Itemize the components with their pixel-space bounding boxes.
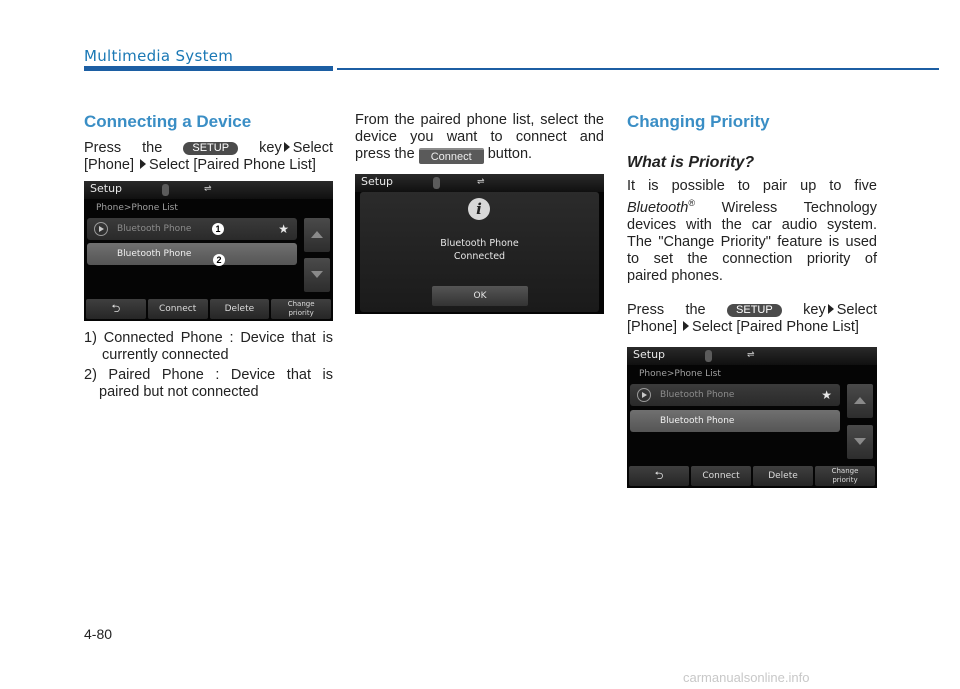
list-item-1-line-1: 1) Connected Phone : Device that is: [84, 330, 333, 346]
button-text: button.: [487, 146, 533, 162]
delete-button[interactable]: Delete: [753, 466, 813, 486]
select-paired-text: Select [Paired Phone List]: [149, 157, 316, 173]
change-priority-button[interactable]: [815, 466, 875, 486]
back-icon: ⮌: [111, 302, 121, 315]
list-item-2-line-1: 2) Paired Phone : Device that is: [84, 367, 333, 383]
chevron-down-icon: [854, 438, 866, 445]
bluetooth-brand: Bluetooth: [627, 199, 689, 216]
dialog-status: Connected: [453, 251, 506, 262]
list-item-connected[interactable]: [630, 384, 840, 406]
back-button[interactable]: [629, 466, 689, 486]
scroll-down-button[interactable]: [304, 258, 330, 292]
info-icon: i: [468, 198, 490, 220]
chevron-up-icon: [854, 397, 866, 404]
column-connecting: [84, 112, 333, 174]
press-text: Press the: [84, 140, 163, 156]
paragraph-line-1: From the paired phone list, select the: [355, 112, 604, 128]
usb-icon: ⇌: [477, 177, 485, 187]
triangle-right-icon: [284, 142, 290, 152]
priority-label: priority: [832, 476, 858, 484]
connect-button[interactable]: Connect: [691, 466, 751, 486]
list-item-connected[interactable]: [87, 218, 297, 240]
setup-key-badge: SETUP: [727, 304, 782, 317]
page-number: 4-80: [84, 626, 113, 642]
screen-top-bar: [627, 347, 877, 365]
list-item-label: Bluetooth Phone: [117, 224, 192, 234]
instruction-paragraph: [84, 140, 333, 174]
change-priority-button[interactable]: [271, 299, 331, 319]
paragraph-line-2: device you want to connect and: [355, 129, 604, 145]
paragraph-line-2: [627, 195, 877, 217]
list-item-paired[interactable]: [630, 410, 840, 432]
screen-top-bar: [84, 181, 333, 199]
list-item-paired[interactable]: [87, 243, 297, 265]
numbered-list: [84, 330, 333, 401]
screen-connected-dialog: [355, 174, 604, 314]
priority-paragraph: [627, 178, 877, 285]
list-item-label: Bluetooth Phone: [660, 390, 735, 400]
bluetooth-icon: [433, 177, 440, 189]
ok-button[interactable]: OK: [432, 286, 528, 306]
screen-top-bar: [355, 174, 604, 192]
change-label: Change: [831, 467, 859, 475]
usb-icon: ⇌: [204, 184, 212, 194]
back-icon: ⮌: [654, 469, 664, 482]
screen-phone-list: [84, 181, 333, 321]
watermark: carmanualsonline.info: [683, 670, 810, 685]
press-text: press the: [355, 146, 415, 162]
connect-button[interactable]: Connect: [148, 299, 208, 319]
play-icon: [637, 388, 651, 402]
screen-phone-list-priority: [627, 347, 877, 488]
registered-mark: ®: [688, 198, 695, 208]
header-rule-thin: [337, 68, 939, 70]
select-paired-text: Select [Paired Phone List]: [692, 318, 859, 335]
key-text: key: [259, 140, 282, 156]
triangle-right-icon: [683, 321, 689, 331]
paragraph-line-4: The "Change Priority" feature is used: [627, 233, 877, 250]
wireless-technology-text: Wireless Technology: [721, 199, 877, 216]
paragraph-line-3: devices with the car audio system.: [627, 216, 877, 233]
delete-button[interactable]: Delete: [210, 299, 270, 319]
scroll-up-button[interactable]: [847, 384, 873, 418]
phone-text: [Phone]: [627, 318, 677, 335]
list-item-1-line-2: currently connected: [102, 347, 229, 363]
breadcrumb: Phone>Phone List: [96, 203, 178, 213]
screen-title: Setup: [90, 182, 123, 195]
select-text: Select: [292, 140, 334, 156]
bluetooth-icon: [705, 350, 712, 362]
subheading-what-is-priority: What is Priority?: [627, 154, 755, 171]
bluetooth-icon: [162, 184, 169, 196]
chevron-up-icon: [311, 231, 323, 238]
usb-icon: ⇌: [747, 350, 755, 360]
list-item-2-line-2: paired but not connected: [99, 384, 259, 400]
instruction-paragraph: [627, 302, 877, 336]
back-button[interactable]: [86, 299, 146, 319]
phone-text: [Phone]: [84, 157, 134, 173]
marker-1: 1: [212, 223, 224, 235]
select-text: Select: [836, 301, 878, 318]
section-title: Multimedia System: [84, 47, 234, 65]
dialog-message: [360, 237, 599, 263]
breadcrumb: Phone>Phone List: [639, 369, 721, 379]
chevron-down-icon: [311, 271, 323, 278]
header-rule-thick: [84, 66, 333, 71]
heading-connecting-device: Connecting a Device: [84, 112, 252, 131]
paragraph-line-6: paired phones.: [627, 267, 723, 284]
star-icon: ★: [278, 222, 289, 236]
scroll-up-button[interactable]: [304, 218, 330, 252]
triangle-right-icon: [140, 159, 146, 169]
list-item-label: Bluetooth Phone: [660, 416, 735, 426]
change-label: Change: [287, 300, 315, 308]
screen-title: Setup: [361, 175, 394, 188]
dialog-device-name: Bluetooth Phone: [440, 238, 519, 249]
screen-bottom-bar: [627, 466, 877, 488]
priority-label: priority: [288, 309, 314, 317]
setup-key-badge: SETUP: [183, 142, 238, 155]
paragraph-line-3: [355, 146, 604, 164]
heading-changing-priority: Changing Priority: [627, 112, 770, 131]
screen-bottom-bar: [84, 299, 333, 321]
list-item-label: Bluetooth Phone: [117, 249, 192, 259]
paragraph-line-5: to set the connection priority of: [627, 250, 877, 267]
key-text: key: [803, 301, 826, 318]
star-icon: ★: [821, 388, 832, 402]
connect-button-inline: Connect: [419, 148, 484, 164]
press-text: Press the: [627, 301, 706, 318]
paragraph-line-1: It is possible to pair up to five: [627, 178, 877, 194]
column-changing-priority: [627, 112, 877, 336]
popup-dialog: [360, 192, 599, 312]
screen-title: Setup: [633, 348, 666, 361]
column-connect-instructions: [355, 112, 604, 164]
play-icon: [94, 222, 108, 236]
scroll-down-button[interactable]: [847, 425, 873, 459]
triangle-right-icon: [828, 304, 834, 314]
marker-2: 2: [213, 254, 225, 266]
